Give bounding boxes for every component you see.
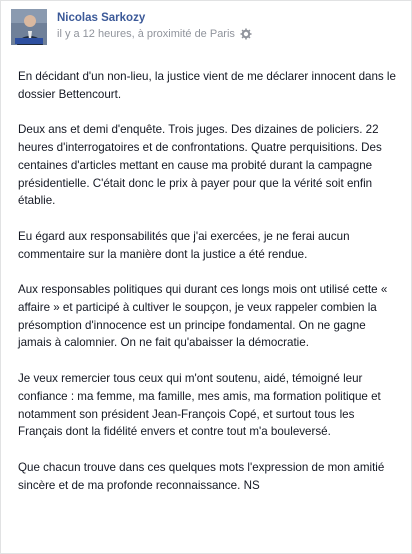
- post-header: [11, 9, 401, 45]
- post-paragraph-2: Deux ans et demi d'enquête. Trois juges. Des dizaines de policiers. 22 heures d'interrogatoires et de confrontations. Quatre perquisitions. Des centaines d'articles mettant en cause ma probité durant la campagne présidentielle. C'était donc le prix à payer pour que la vérité soit enfin établie.: [18, 123, 382, 208]
- post-paragraph-6: Que chacun trouve dans ces quelques mots l'expression de mon amitié sincère et de ma profonde reconnaissance. NS: [18, 460, 385, 492]
- author-name[interactable]: Nicolas Sarkozy: [57, 12, 146, 24]
- post-timestamp-location[interactable]: il y a 12 heures, à proximité de Paris: [57, 28, 235, 40]
- post-paragraph-4: Aux responsables politiques qui durant ces longs mois ont utilisé cette « affaire » et participé à cultiver le soupçon, je veux rappeler combien la présomption d'innocence est un principe fondamental. On ne gagne jamais à calomnier. On ne fait qu'abaisser la démocratie.: [18, 283, 388, 350]
- post-paragraph-5: Je veux remercier tous ceux qui m'ont soutenu, aidé, témoigné leur confiance : ma femme, ma famille, mes amis, ma formation politique et notamment son président Jean-François Copé, et surtout tous les Français dont la fidélité envers et contre tout m'a bouleversé.: [18, 372, 381, 439]
- post-paragraph-1: En décidant d'un non-lieu, la justice vient de me déclarer innocent dans le dossier Bettencourt.: [18, 70, 396, 101]
- post-paragraph-3: Eu égard aux responsabilités que j'ai exercées, je ne ferai aucun commentaire sur la manière dont la justice a été rendue.: [18, 229, 350, 261]
- profile-photo-icon: [11, 9, 47, 45]
- avatar[interactable]: [11, 9, 47, 45]
- gear-icon[interactable]: [240, 28, 252, 40]
- post-body: [18, 68, 398, 512]
- post-meta: [57, 28, 252, 40]
